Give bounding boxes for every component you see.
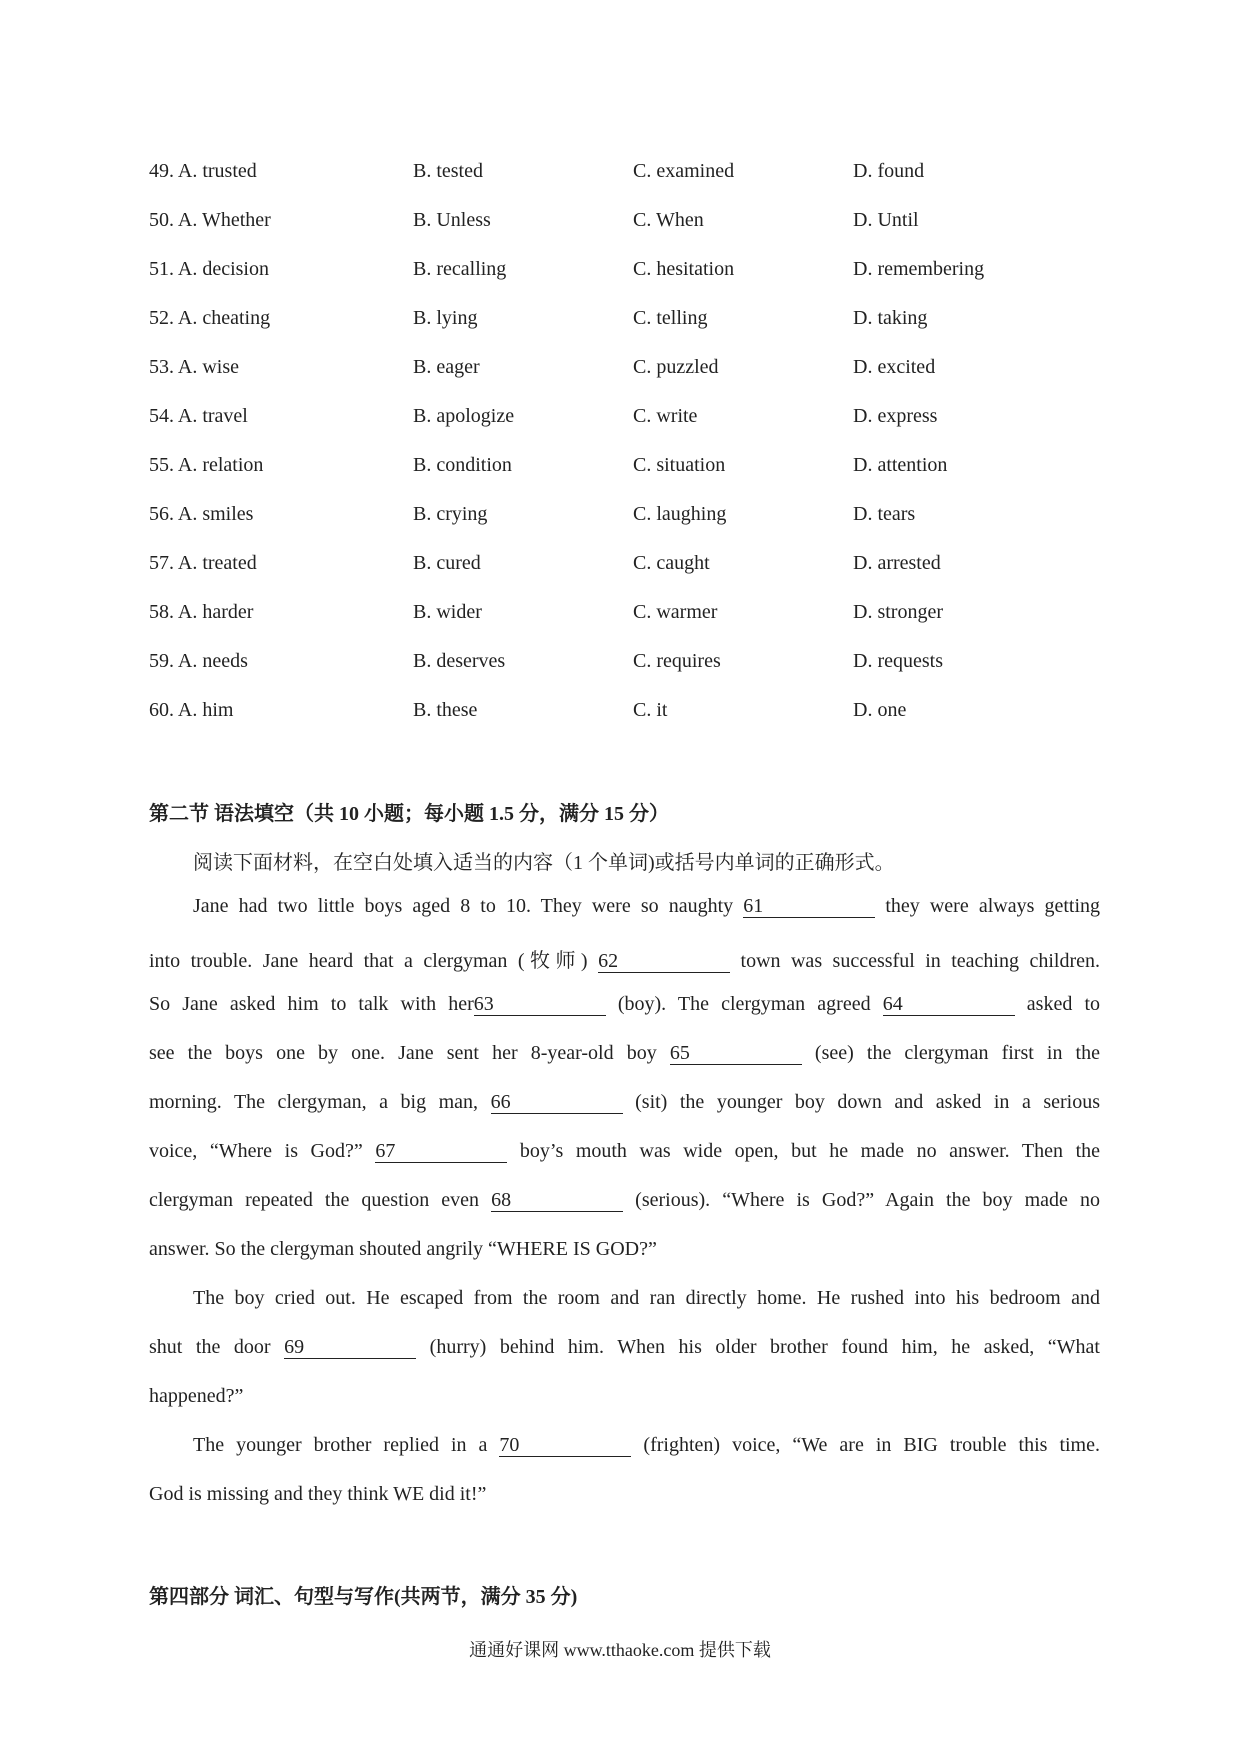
- option-row-49: [149, 160, 1109, 190]
- option-c: C. laughing: [633, 503, 727, 525]
- option-b: B. these: [413, 699, 478, 721]
- page-footer: 通通好课网 www.tthaoke.com 提供下载: [469, 1640, 771, 1660]
- option-c: C. puzzled: [633, 356, 719, 378]
- passage-line: into trouble. Jane heard that a clergyman (牧师) 62 town was successful in teaching children.: [149, 950, 1100, 972]
- section-instruction: 阅读下面材料，在空白处填入适当的内容（1 个单词)或括号内单词的正确形式。: [193, 852, 895, 874]
- option-c: C. requires: [633, 650, 721, 672]
- option-c: C. caught: [633, 552, 710, 574]
- blank-66[interactable]: 66: [491, 1091, 623, 1114]
- option-c: C. warmer: [633, 601, 718, 623]
- blank-69[interactable]: 69: [284, 1336, 416, 1359]
- blank-64[interactable]: 64: [883, 993, 1015, 1016]
- option-a: 52. A. cheating: [149, 307, 271, 329]
- option-c: C. hesitation: [633, 258, 735, 280]
- option-row-54: [149, 405, 1109, 435]
- blank-68[interactable]: 68: [491, 1189, 623, 1212]
- blank-61[interactable]: 61: [743, 895, 875, 918]
- option-a: 50. A. Whether: [149, 209, 271, 231]
- option-d: D. attention: [853, 454, 948, 476]
- option-a: 59. A. needs: [149, 650, 248, 672]
- option-row-53: [149, 356, 1109, 386]
- option-d: D. requests: [853, 650, 943, 672]
- blank-65[interactable]: 65: [670, 1042, 802, 1065]
- option-b: B. condition: [413, 454, 512, 476]
- option-a: 55. A. relation: [149, 454, 264, 476]
- option-d: D. taking: [853, 307, 928, 329]
- option-c: C. When: [633, 209, 704, 231]
- option-row-60: [149, 699, 1109, 729]
- option-b: B. crying: [413, 503, 488, 525]
- option-b: B. lying: [413, 307, 478, 329]
- blank-63[interactable]: 63: [474, 993, 606, 1016]
- option-a: 51. A. decision: [149, 258, 269, 280]
- passage-line: voice, “Where is God?” 67 boy’s mouth was wide open, but he made no answer. Then the: [149, 1140, 1100, 1162]
- blank-62[interactable]: 62: [598, 950, 730, 973]
- option-a: 54. A. travel: [149, 405, 248, 427]
- passage-line: So Jane asked him to talk with her63 (boy). The clergyman agreed 64 asked to: [149, 993, 1101, 1015]
- passage-line: clergyman repeated the question even 68 (serious). “Where is God?” Again the boy made no: [149, 1189, 1100, 1211]
- part-heading: 第四部分 词汇、句型与写作(共两节，满分 35 分): [149, 1586, 578, 1608]
- option-a: 60. A. him: [149, 699, 234, 721]
- option-row-57: [149, 552, 1109, 582]
- option-b: B. cured: [413, 552, 481, 574]
- option-a: 57. A. treated: [149, 552, 257, 574]
- blank-70[interactable]: 70: [499, 1434, 631, 1457]
- option-c: C. examined: [633, 160, 735, 182]
- option-a: 56. A. smiles: [149, 503, 254, 525]
- option-d: D. arrested: [853, 552, 941, 574]
- blank-67[interactable]: 67: [375, 1140, 507, 1163]
- option-a: 49. A. trusted: [149, 160, 257, 182]
- passage-line: God is missing and they think WE did it!”: [149, 1483, 487, 1505]
- option-d: D. Until: [853, 209, 919, 231]
- option-c: C. telling: [633, 307, 708, 329]
- option-a: 58. A. harder: [149, 601, 254, 623]
- option-row-50: [149, 209, 1109, 239]
- passage-line: shut the door 69 (hurry) behind him. When his older brother found him, he asked, “What: [149, 1336, 1100, 1358]
- passage-line: see the boys one by one. Jane sent her 8-year-old boy 65 (see) the clergyman first in the: [149, 1042, 1100, 1064]
- passage-line: The younger brother replied in a 70 (frighten) voice, “We are in BIG trouble this time.: [193, 1434, 1100, 1456]
- option-d: D. excited: [853, 356, 936, 378]
- option-c: C. it: [633, 699, 668, 721]
- option-b: B. tested: [413, 160, 483, 182]
- option-row-51: [149, 258, 1109, 288]
- option-c: C. write: [633, 405, 698, 427]
- option-row-56: [149, 503, 1109, 533]
- option-d: D. remembering: [853, 258, 985, 280]
- option-b: B. Unless: [413, 209, 491, 231]
- passage-line: Jane had two little boys aged 8 to 10. They were so naughty 61 they were always getting: [193, 895, 1100, 917]
- option-d: D. tears: [853, 503, 916, 525]
- option-b: B. eager: [413, 356, 480, 378]
- option-c: C. situation: [633, 454, 726, 476]
- option-a: 53. A. wise: [149, 356, 239, 378]
- option-row-59: [149, 650, 1109, 680]
- section-heading: 第二节 语法填空（共 10 小题；每小题 1.5 分，满分 15 分）: [149, 803, 669, 825]
- option-b: B. apologize: [413, 405, 515, 427]
- option-d: D. one: [853, 699, 907, 721]
- option-d: D. stronger: [853, 601, 943, 623]
- option-row-52: [149, 307, 1109, 337]
- option-b: B. deserves: [413, 650, 506, 672]
- passage-line: happened?”: [149, 1385, 244, 1407]
- option-row-58: [149, 601, 1109, 631]
- option-d: D. express: [853, 405, 938, 427]
- option-b: B. recalling: [413, 258, 507, 280]
- passage-line: The boy cried out. He escaped from the room and ran directly home. He rushed into his bedroom and: [193, 1287, 1100, 1309]
- option-row-55: [149, 454, 1109, 484]
- passage-line: morning. The clergyman, a big man, 66 (sit) the younger boy down and asked in a serious: [149, 1091, 1101, 1113]
- passage-line: answer. So the clergyman shouted angrily “WHERE IS GOD?”: [149, 1238, 657, 1260]
- option-b: B. wider: [413, 601, 482, 623]
- option-d: D. found: [853, 160, 925, 182]
